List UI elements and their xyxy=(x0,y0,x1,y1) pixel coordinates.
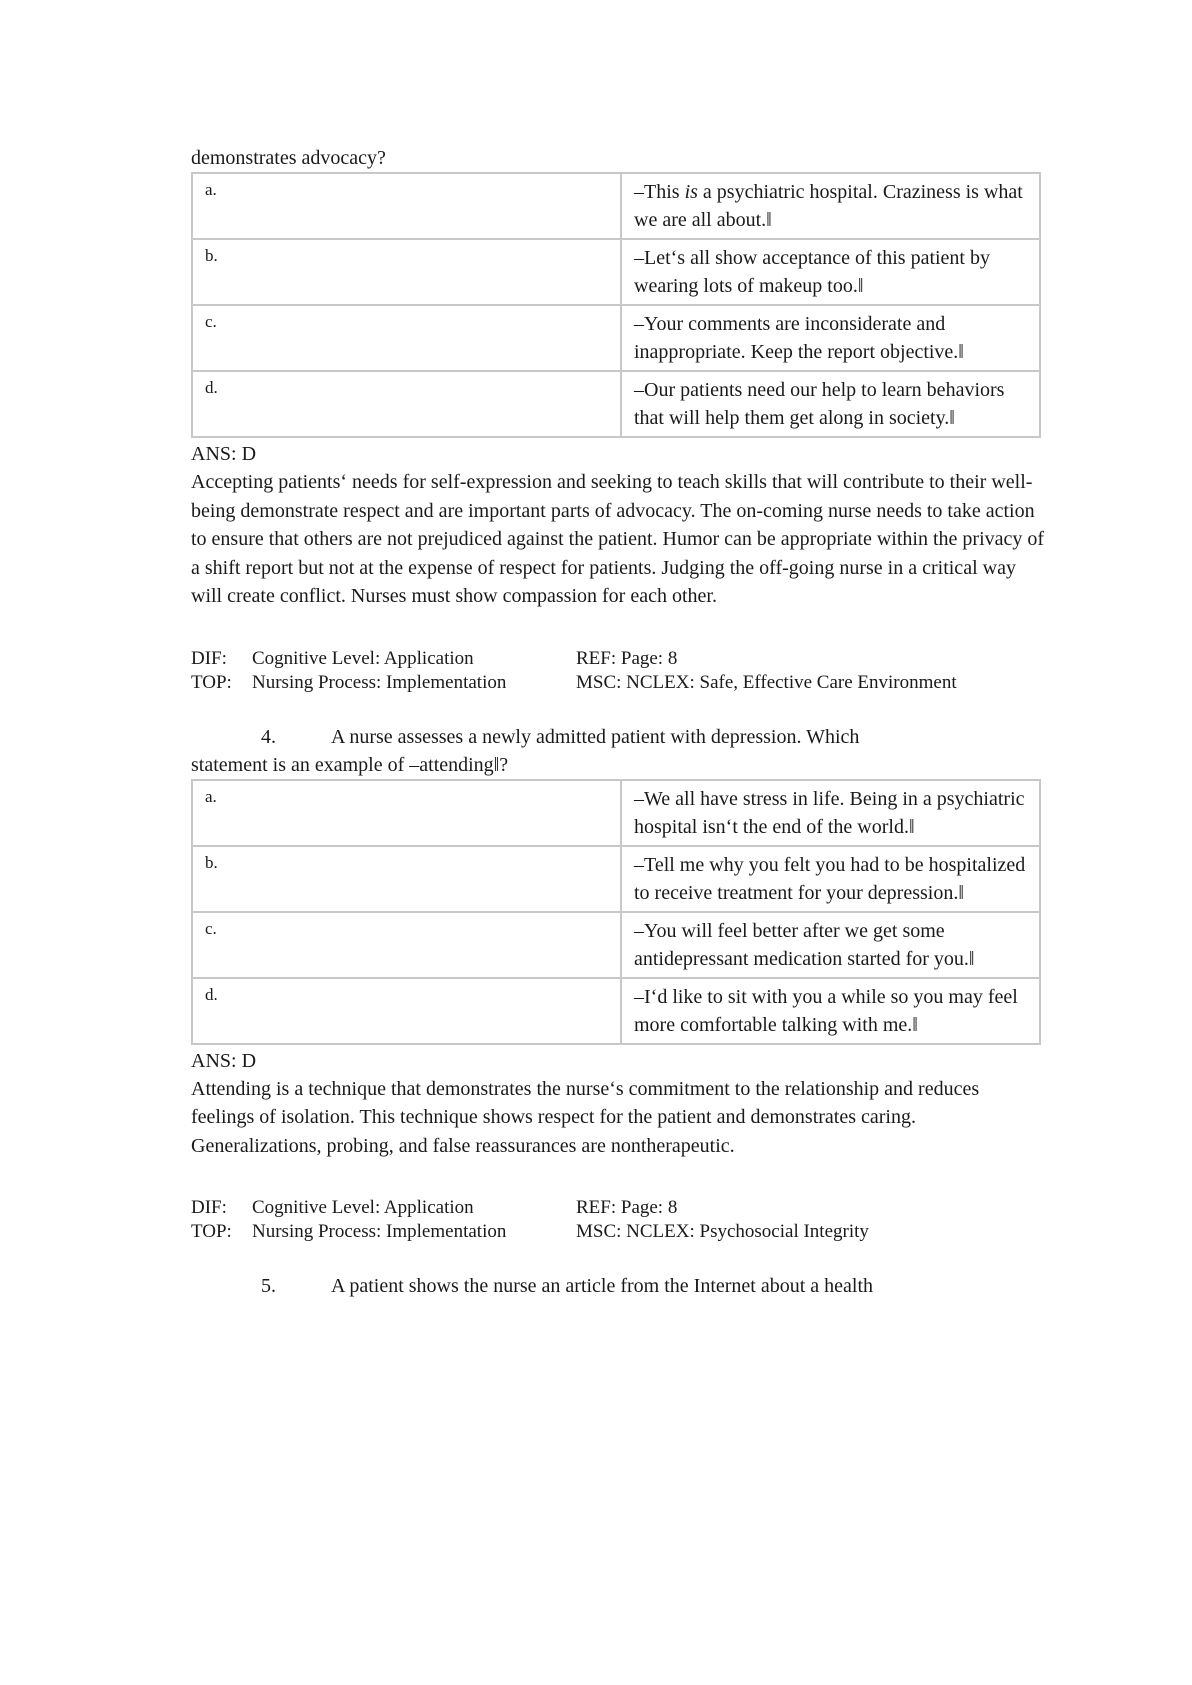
q3-option-row xyxy=(192,173,1040,239)
dif-label: DIF: xyxy=(191,1197,227,1218)
q4-options-table xyxy=(191,779,1041,1045)
msc-value: MSC: NCLEX: Psychosocial Integrity xyxy=(576,1221,869,1242)
q4-rationale: Attending is a technique that demonstrates the nurse‘s commitment to the relationship and reduces feelings of isolation. This technique shows respect for the patient and demonstrates caring. Generalizations, probing, and false reassurances are nontherapeutic. xyxy=(191,1077,980,1157)
q4-answer: ANS: D xyxy=(191,1049,257,1072)
q3-metadata xyxy=(191,647,1047,695)
dif-label: DIF: xyxy=(191,647,227,669)
q4-number-cell xyxy=(191,723,331,751)
q3-option-letter: a. xyxy=(192,173,621,239)
q3-option-text xyxy=(621,173,1040,239)
q3-option-a-text-part: –This xyxy=(634,181,685,203)
q4-metadata xyxy=(191,1196,1047,1244)
q3-option-text: –Your comments are inconsiderate and inappropriate. Keep the report objective.‖ xyxy=(621,305,1040,371)
q3-option-letter: c. xyxy=(192,305,621,371)
q3-option-a-text-part: a psychiatric hospital. Craziness is what we are all about.‖ xyxy=(634,181,1023,231)
ref-value: REF: Page: 8 xyxy=(576,1197,678,1218)
q3-stem-tail: demonstrates advocacy? xyxy=(191,147,386,169)
q5-stem-line xyxy=(191,1272,1047,1300)
q4-option-letter: d. xyxy=(192,978,621,1044)
q4-option-text: –Tell me why you felt you had to be hospitalized to receive treatment for your depression.‖ xyxy=(621,846,1040,912)
top-label: TOP: xyxy=(191,1221,232,1242)
q4-stem-line xyxy=(191,723,1047,751)
dif-value: Cognitive Level: Application xyxy=(252,1197,474,1218)
msc-value: MSC: NCLEX: Safe, Effective Care Environment xyxy=(576,671,957,693)
q4-option-letter: a. xyxy=(192,780,621,846)
q4-option-row xyxy=(192,912,1040,978)
q3-option-row xyxy=(192,305,1040,371)
q4-option-letter: c. xyxy=(192,912,621,978)
dif-value: Cognitive Level: Application xyxy=(252,647,474,669)
q3-option-row xyxy=(192,371,1040,437)
q5-stem-first-line: A patient shows the nurse an article from the Internet about a health xyxy=(331,1275,874,1297)
q3-options-table xyxy=(191,172,1041,438)
q5-number-cell xyxy=(191,1272,331,1300)
q3-rationale: Accepting patients‘ needs for self-expression and seeking to teach skills that will contribute to their well-being demonstrate respect and are important parts of advocacy. The on-coming nurse needs to take action to ensure that others are not prejudiced against the patient. Humor can be appropriate within the privacy of a shift report but not at the expense of respect for patients. Judging the off-going nurse in a critical way will create conflict. Nurses must show compassion for each other. xyxy=(191,471,1045,607)
q4-option-row xyxy=(192,780,1040,846)
q4-option-letter: b. xyxy=(192,846,621,912)
top-value: Nursing Process: Implementation xyxy=(252,671,507,693)
q4-option-text: –You will feel better after we get some antidepressant medication started for you.‖ xyxy=(621,912,1040,978)
top-value: Nursing Process: Implementation xyxy=(252,1221,507,1242)
q4-option-text: –We all have stress in life. Being in a psychiatric hospital isn‘t the end of the world.‖ xyxy=(621,780,1040,846)
q4-option-row xyxy=(192,978,1040,1044)
page-content xyxy=(191,144,1047,1300)
q3-answer: ANS: D xyxy=(191,443,257,465)
question-number: 5. xyxy=(261,1275,276,1297)
q3-option-row xyxy=(192,239,1040,305)
q3-option-letter: b. xyxy=(192,239,621,305)
q3-option-letter: d. xyxy=(192,371,621,437)
q4-option-row xyxy=(192,846,1040,912)
ref-value: REF: Page: 8 xyxy=(576,647,678,669)
question-number: 4. xyxy=(261,725,276,748)
q3-option-a-emphasis: is xyxy=(684,181,698,203)
q4-stem-second-line: statement is an example of –attending‖? xyxy=(191,753,509,776)
q3-option-text: –Let‘s all show acceptance of this patient by wearing lots of makeup too.‖ xyxy=(621,239,1040,305)
q4-stem-first-line: A nurse assesses a newly admitted patient with depression. Which xyxy=(331,725,860,748)
q3-option-text: –Our patients need our help to learn behaviors that will help them get along in society.‖ xyxy=(621,371,1040,437)
q4-option-text: –I‘d like to sit with you a while so you may feel more comfortable talking with me.‖ xyxy=(621,978,1040,1044)
top-label: TOP: xyxy=(191,671,232,693)
